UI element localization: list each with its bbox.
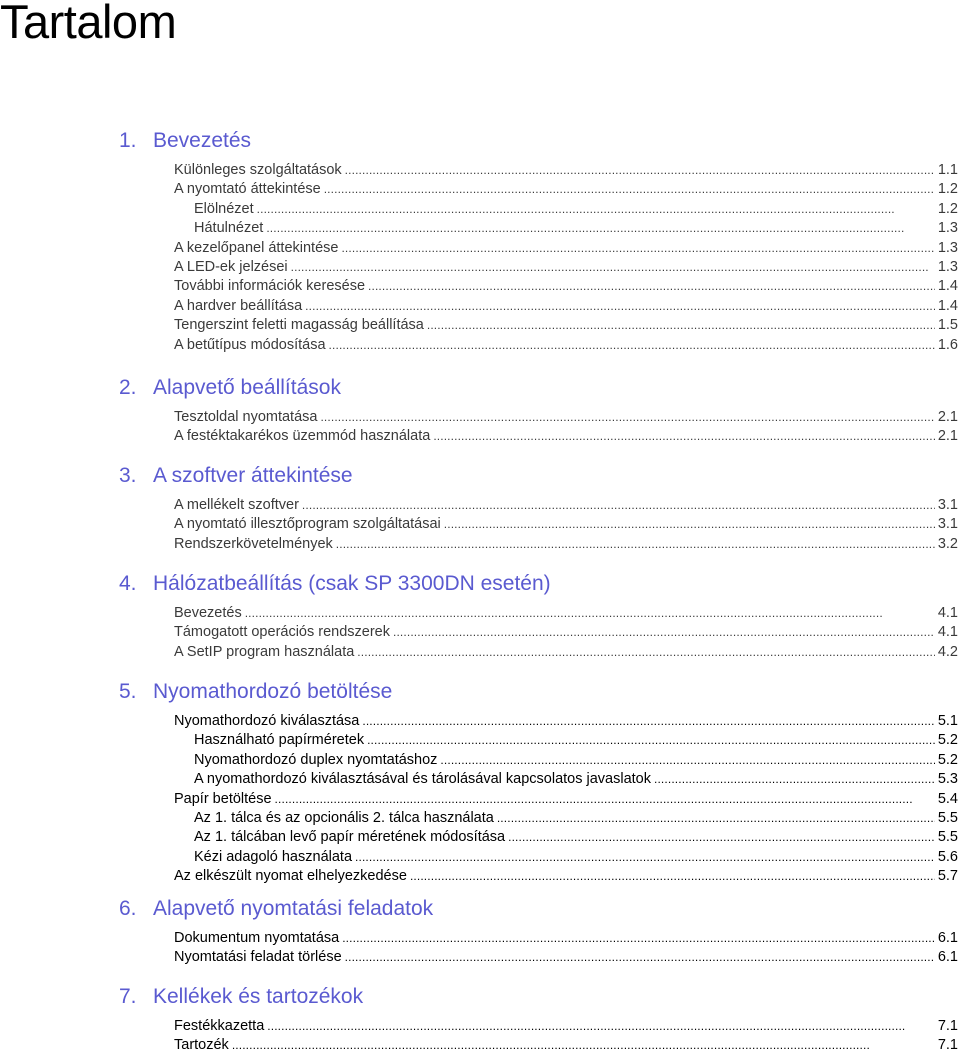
toc-page-number: 5.2 [937, 752, 958, 768]
toc-entry-text: A betűtípus módosítása [174, 337, 326, 353]
toc-page-number: 1.1 [937, 162, 958, 178]
section-heading[interactable] [119, 896, 433, 922]
toc-entry-text: Nyomathordozó kiválasztása [174, 713, 360, 729]
toc-entry[interactable] [174, 277, 958, 296]
section-number: 1. [119, 129, 137, 152]
dot-leader [329, 336, 935, 355]
toc-page-number: 5.2 [937, 732, 958, 748]
toc-entry[interactable] [194, 751, 958, 770]
dot-leader [355, 848, 935, 867]
dot-leader [497, 809, 935, 828]
dot-leader [245, 604, 935, 623]
toc-entry[interactable] [174, 297, 958, 316]
toc-entry[interactable] [174, 515, 958, 534]
toc-entry-text: Kézi adagoló használata [194, 849, 353, 865]
dot-leader [345, 948, 935, 967]
toc-entry[interactable] [174, 1036, 958, 1055]
dot-leader [302, 496, 935, 515]
toc-entry[interactable] [194, 828, 958, 847]
toc-page-number: 7.1 [937, 1037, 958, 1053]
section-title: Bevezetés [153, 129, 252, 152]
toc-entry-text: Az 1. tálca és az opcionális 2. tálca használata [194, 810, 494, 826]
toc-entry-text: Az elkészült nyomat elhelyezkedése [174, 868, 407, 884]
toc-entry[interactable] [174, 948, 958, 967]
section-title: Nyomathordozó betöltése [153, 680, 393, 703]
toc-entry-text: Tengerszint feletti magasság beállítása [174, 317, 424, 333]
dot-leader [440, 751, 934, 770]
toc-page-number: 5.6 [937, 849, 958, 865]
toc-page-number: 1.4 [937, 278, 958, 294]
toc-page-number: 5.3 [937, 771, 958, 787]
toc-entry-text: A nyomtató áttekintése [174, 181, 321, 197]
dot-leader [291, 258, 935, 277]
section-title: Alapvető beállítások [153, 376, 341, 399]
toc-entry-text: Nyomathordozó duplex nyomtatáshoz [194, 752, 438, 768]
toc-page-number: 1.3 [937, 240, 958, 256]
toc-entry-text: Elölnézet [194, 201, 254, 217]
section-number: 6. [119, 897, 137, 920]
dot-leader [342, 929, 935, 948]
toc-entry[interactable] [174, 316, 958, 335]
toc-entry[interactable] [174, 535, 958, 554]
toc-entry[interactable] [174, 258, 958, 277]
dot-leader [444, 515, 935, 534]
dot-leader [362, 712, 934, 731]
toc-page-number: 2.1 [937, 409, 958, 425]
toc-page-number: 3.1 [937, 497, 958, 513]
toc-entry[interactable] [174, 790, 958, 809]
toc-page-number: 1.3 [937, 259, 958, 275]
toc-entry-text: Festékkazetta [174, 1018, 265, 1034]
toc-page-number: 7.1 [937, 1018, 958, 1034]
dot-leader [257, 200, 935, 219]
toc-entry-text: Támogatott operációs rendszerek [174, 624, 390, 640]
toc-entry-text: A festéktakarékos üzemmód használata [174, 428, 431, 444]
toc-entry[interactable] [174, 712, 958, 731]
section-title: Kellékek és tartozékok [153, 985, 364, 1008]
toc-page-number: 4.2 [937, 644, 958, 660]
toc-entry[interactable] [174, 427, 958, 446]
toc-entry[interactable] [194, 200, 958, 219]
toc-entry-text: A nyomathordozó kiválasztásával és tárolásával kapcsolatos javaslatok [194, 771, 651, 787]
toc-entry-text: Használható papírméretek [194, 732, 365, 748]
toc-entry[interactable] [174, 867, 958, 886]
toc-entry-text: Tesztoldal nyomtatása [174, 409, 318, 425]
section-heading[interactable] [119, 463, 353, 489]
toc-entry[interactable] [174, 604, 958, 623]
dot-leader [410, 867, 935, 886]
dot-leader [367, 731, 935, 750]
dot-leader [267, 1017, 935, 1036]
dot-leader [320, 408, 934, 427]
dot-leader [232, 1036, 935, 1055]
section-title: A szoftver áttekintése [153, 464, 353, 487]
toc-entry-text: A kezelőpanel áttekintése [174, 240, 339, 256]
toc-entry[interactable] [194, 731, 958, 750]
toc-page-number: 5.5 [937, 829, 958, 845]
dot-leader [508, 828, 935, 847]
toc-entry-text: A LED-ek jelzései [174, 259, 288, 275]
dot-leader [341, 239, 934, 258]
section-heading[interactable] [119, 679, 392, 705]
section-number: 7. [119, 985, 137, 1008]
dot-leader [433, 427, 935, 446]
toc-entry[interactable] [174, 180, 958, 199]
toc-entry-text: További információk keresése [174, 278, 366, 294]
toc-entry[interactable] [194, 848, 958, 867]
toc-page-number: 2.1 [937, 428, 958, 444]
toc-entry[interactable] [194, 770, 958, 789]
dot-leader [275, 790, 935, 809]
toc-entry-text: Dokumentum nyomtatása [174, 930, 340, 946]
toc-entry[interactable] [174, 408, 958, 427]
toc-entry-text: Rendszerkövetelmények [174, 536, 333, 552]
dot-leader [305, 297, 935, 316]
dot-leader [393, 623, 935, 642]
toc-page-number: 6.1 [937, 930, 958, 946]
toc-page-number: 3.2 [937, 536, 958, 552]
dot-leader [368, 277, 935, 296]
dot-leader [427, 316, 935, 335]
toc-entry-text: Hátulnézet [194, 220, 264, 236]
page-title: Tartalom [0, 0, 177, 48]
toc-entry-text: Az 1. tálcában levő papír méretének módosítása [194, 829, 506, 845]
section-heading[interactable] [119, 375, 341, 401]
dot-leader [266, 219, 935, 238]
toc-entry-text: Nyomtatási feladat törlése [174, 949, 342, 965]
toc-page-number: 6.1 [937, 949, 958, 965]
toc-entry[interactable] [174, 496, 958, 515]
toc-page-number: 3.1 [937, 516, 958, 532]
toc-entry-text: Papír betöltése [174, 791, 272, 807]
toc-page-number: 1.5 [937, 317, 958, 333]
toc-entry[interactable] [194, 809, 958, 828]
section-number: 3. [119, 464, 137, 487]
toc-page-number: 5.5 [937, 810, 958, 826]
toc-entry-text: A mellékelt szoftver [174, 497, 299, 513]
section-heading[interactable] [119, 984, 363, 1010]
toc-page-number: 5.1 [937, 713, 958, 729]
dot-leader [654, 770, 935, 789]
toc-entry[interactable] [174, 239, 958, 258]
toc-entry[interactable] [174, 929, 958, 948]
toc-entry-text: Bevezetés [174, 605, 242, 621]
toc-page-number: 5.4 [937, 791, 958, 807]
toc-page-number: 4.1 [937, 624, 958, 640]
toc-entry[interactable] [174, 643, 958, 662]
toc-entry[interactable] [174, 623, 958, 642]
toc-entry[interactable] [174, 1017, 958, 1036]
toc-entry-text: A hardver beállítása [174, 298, 303, 314]
toc-entry-text: A nyomtató illesztőprogram szolgáltatásai [174, 516, 441, 532]
dot-leader [345, 161, 935, 180]
section-number: 4. [119, 572, 137, 595]
section-title: Hálózatbeállítás (csak SP 3300DN esetén) [153, 572, 551, 595]
toc-page-number: 1.3 [937, 220, 958, 236]
toc-entry-text: Tartozék [174, 1037, 229, 1053]
toc-page-number: 1.4 [937, 298, 958, 314]
toc-page-number: 1.2 [937, 201, 958, 217]
section-title: Alapvető nyomtatási feladatok [153, 897, 434, 920]
toc-page-number: 1.6 [937, 337, 958, 353]
section-number: 5. [119, 680, 137, 703]
section-heading[interactable] [119, 571, 551, 597]
section-number: 2. [119, 376, 137, 399]
toc-entry-text: Különleges szolgáltatások [174, 162, 342, 178]
section-heading[interactable] [119, 128, 251, 154]
toc-entry[interactable] [174, 336, 958, 355]
toc-entry-text: A SetIP program használata [174, 644, 355, 660]
toc-page-number: 4.1 [937, 605, 958, 621]
toc-page-number: 5.7 [937, 868, 958, 884]
toc-entry[interactable] [174, 161, 958, 180]
toc-page-number: 1.2 [937, 181, 958, 197]
dot-leader [324, 180, 935, 199]
dot-leader [336, 535, 935, 554]
toc-entry[interactable] [194, 219, 958, 238]
dot-leader [357, 643, 935, 662]
